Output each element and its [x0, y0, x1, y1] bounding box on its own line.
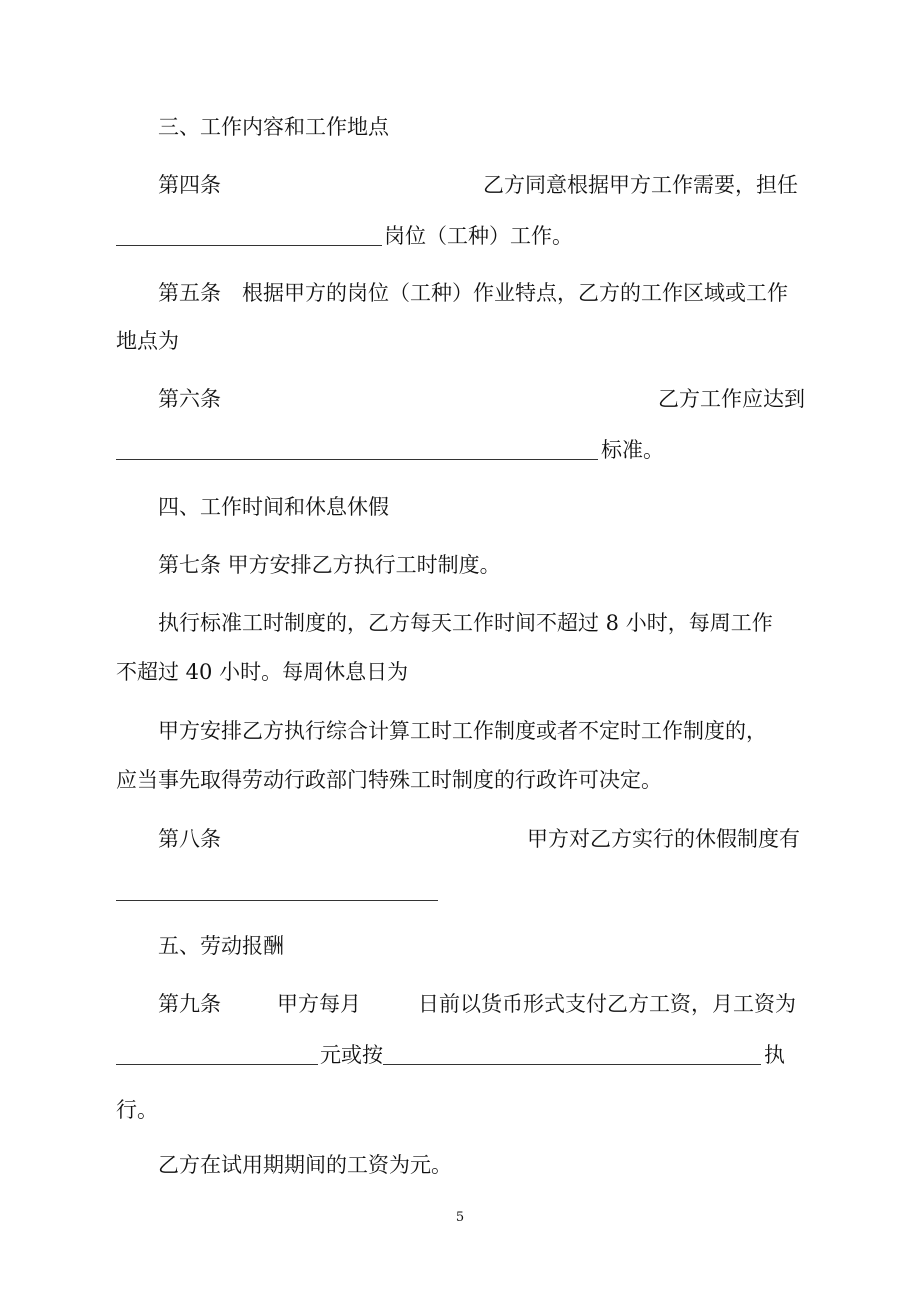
comprehensive-hours-line1: 甲方安排乙方执行综合计算工时工作制度或者不定时工作制度的， [158, 719, 767, 743]
section5-heading: 五、劳动报酬 [158, 934, 284, 958]
article9-part2: 日前以货币形式支付乙方工资，月工资为 [418, 992, 796, 1016]
article5-line2: 地点为 [116, 329, 179, 353]
article6-tail: 标准。 [601, 438, 664, 462]
standard-hours-line2: 不超过 40 小时。每周休息日为 [116, 660, 409, 684]
section3-heading: 三、工作内容和工作地点 [158, 115, 389, 139]
article4-label: 第四条 [158, 173, 221, 197]
article9-salary-blank [116, 1064, 318, 1065]
article9-part1: 甲方每月 [277, 992, 361, 1016]
page-number: 5 [455, 1210, 465, 1225]
article9-method-blank [383, 1064, 761, 1065]
article4-tail: 岗位（工种）工作。 [384, 224, 573, 248]
article9-label: 第九条 [158, 992, 221, 1016]
article6-standard-blank [116, 459, 598, 460]
article4-text: 乙方同意根据甲方工作需要，担任 [483, 173, 798, 197]
article5-line1: 第五条 根据甲方的岗位（工种）作业特点，乙方的工作区域或工作 [158, 281, 788, 305]
article8-leave-blank [116, 900, 438, 901]
article9-tail: 执 [764, 1043, 785, 1067]
article9-line3: 行。 [116, 1098, 158, 1122]
article6-label: 第六条 [158, 387, 221, 411]
article4-position-blank [116, 245, 382, 246]
comprehensive-hours-line2: 应当事先取得劳动行政部门特殊工时制度的行政许可决定。 [116, 768, 662, 792]
article9-mid: 元或按 [320, 1043, 383, 1067]
article7-text: 第七条 甲方安排乙方执行工时制度。 [158, 553, 501, 577]
article8-label: 第八条 [158, 827, 221, 851]
article8-text: 甲方对乙方实行的休假制度有 [527, 827, 800, 851]
article6-text: 乙方工作应达到 [658, 387, 805, 411]
probation-salary-text: 乙方在试用期期间的工资为元。 [158, 1153, 452, 1177]
section4-heading: 四、工作时间和休息休假 [158, 495, 389, 519]
standard-hours-line1: 执行标准工时制度的，乙方每天工作时间不超过 8 小时，每周工作 [158, 611, 773, 635]
